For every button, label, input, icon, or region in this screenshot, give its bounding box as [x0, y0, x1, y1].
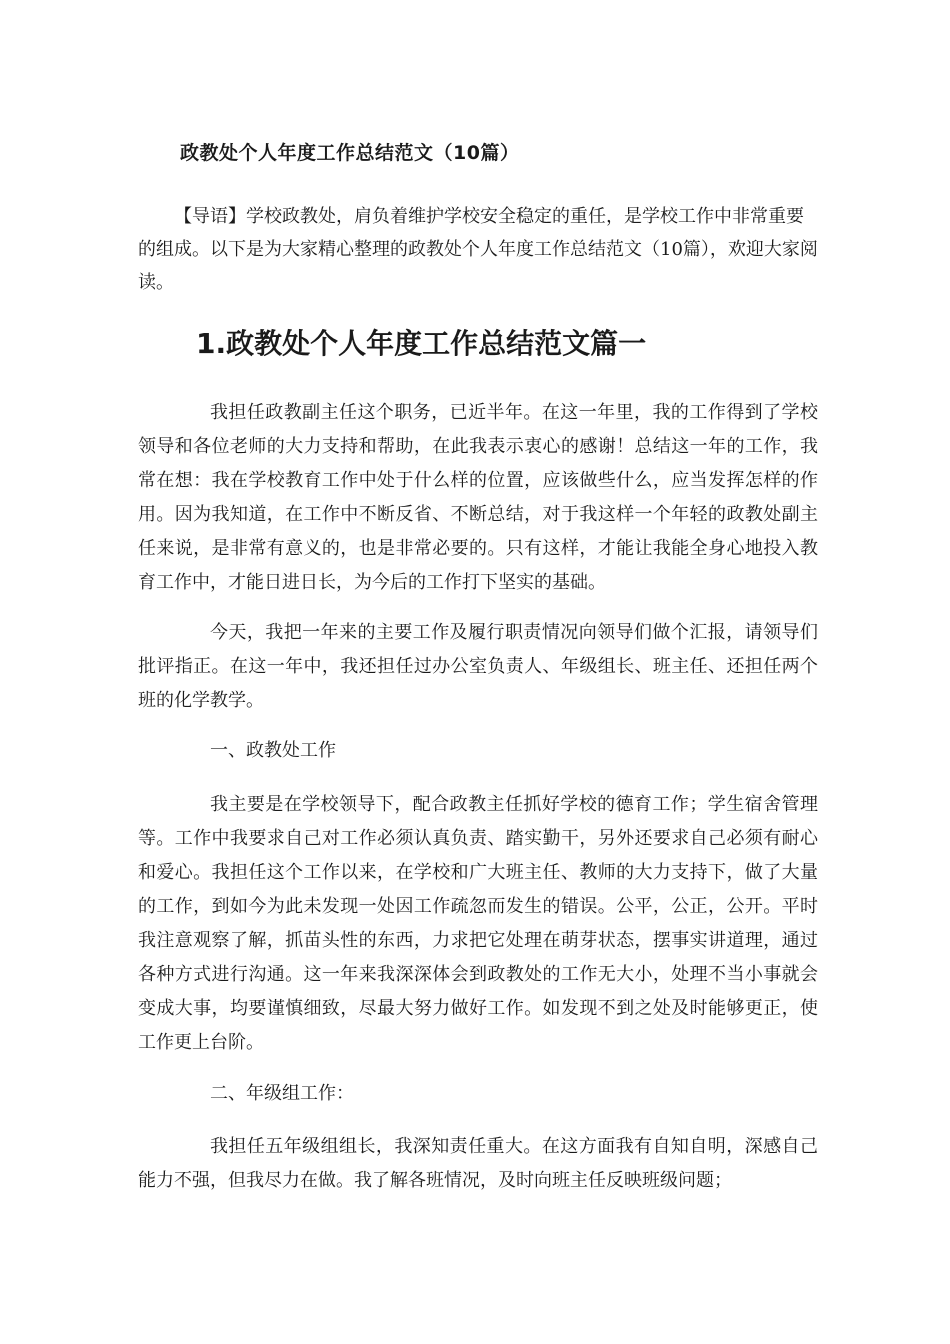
- section-heading: 1.政教处个人年度工作总结范文篇一: [196, 327, 647, 360]
- body-paragraph: 我担任政教副主任这个职务，已近半年。在这一年里，我的工作得到了学校领导和各位老师的大力支持和帮助，在此我表示衷心的感谢！总结这一年的工作，我常在想：我在学校教育工作中处于什么样的位置，应该做些什么，应当发挥怎样的作用。因为我知道，在工作中不断反省、不断总结，对于我这样一个年轻的政教处副主任来说，是非常有意义的，也是非常必要的。只有这样，才能让我能全身心地投入教育工作中，才能日进日长，为今后的工作打下坚实的基础。: [138, 402, 818, 593]
- document-title: 政教处个人年度工作总结范文（10篇）: [180, 142, 520, 164]
- body-paragraph: 今天，我把一年来的主要工作及履行职责情况向领导们做个汇报，请领导们批评指正。在这一年中，我还担任过办公室负责人、年级组长、班主任、还担任两个班的化学教学。: [138, 622, 818, 711]
- body-paragraph: 我担任五年级组组长，我深知责任重大。在这方面我有自知自明，深感自己能力不强，但我尽力在做。我了解各班情况，及时向班主任反映班级问题；: [138, 1136, 818, 1191]
- subsection-heading: 二、年级组工作：: [210, 1083, 354, 1104]
- subsection-heading: 一、政教处工作: [210, 740, 336, 761]
- body-paragraph: 我主要是在学校领导下，配合政教主任抓好学校的德育工作；学生宿舍管理等。工作中我要求自己对工作必须认真负责、踏实勤干，另外还要求自己必须有耐心和爱心。我担任这个工作以来，在学校和广大班主任、教师的大力支持下，做了大量的工作，到如今为此未发现一处因工作疏忽而发生的错误。公平，公正，公开。平时我注意观察了解，抓苗头性的东西，力求把它处理在萌芽状态，摆事实讲道理，通过各种方式进行沟通。这一年来我深深体会到政教处的工作无大小，处理不当小事就会变成大事，均要谨慎细致，尽最大努力做好工作。如发现不到之处及时能够更正，使工作更上台阶。: [138, 794, 818, 1053]
- intro-paragraph: 【导语】学校政教处，肩负着维护学校安全稳定的重任，是学校工作中非常重要的组成。以下是为大家精心整理的政教处个人年度工作总结范文（10篇），欢迎大家阅读。: [138, 206, 818, 293]
